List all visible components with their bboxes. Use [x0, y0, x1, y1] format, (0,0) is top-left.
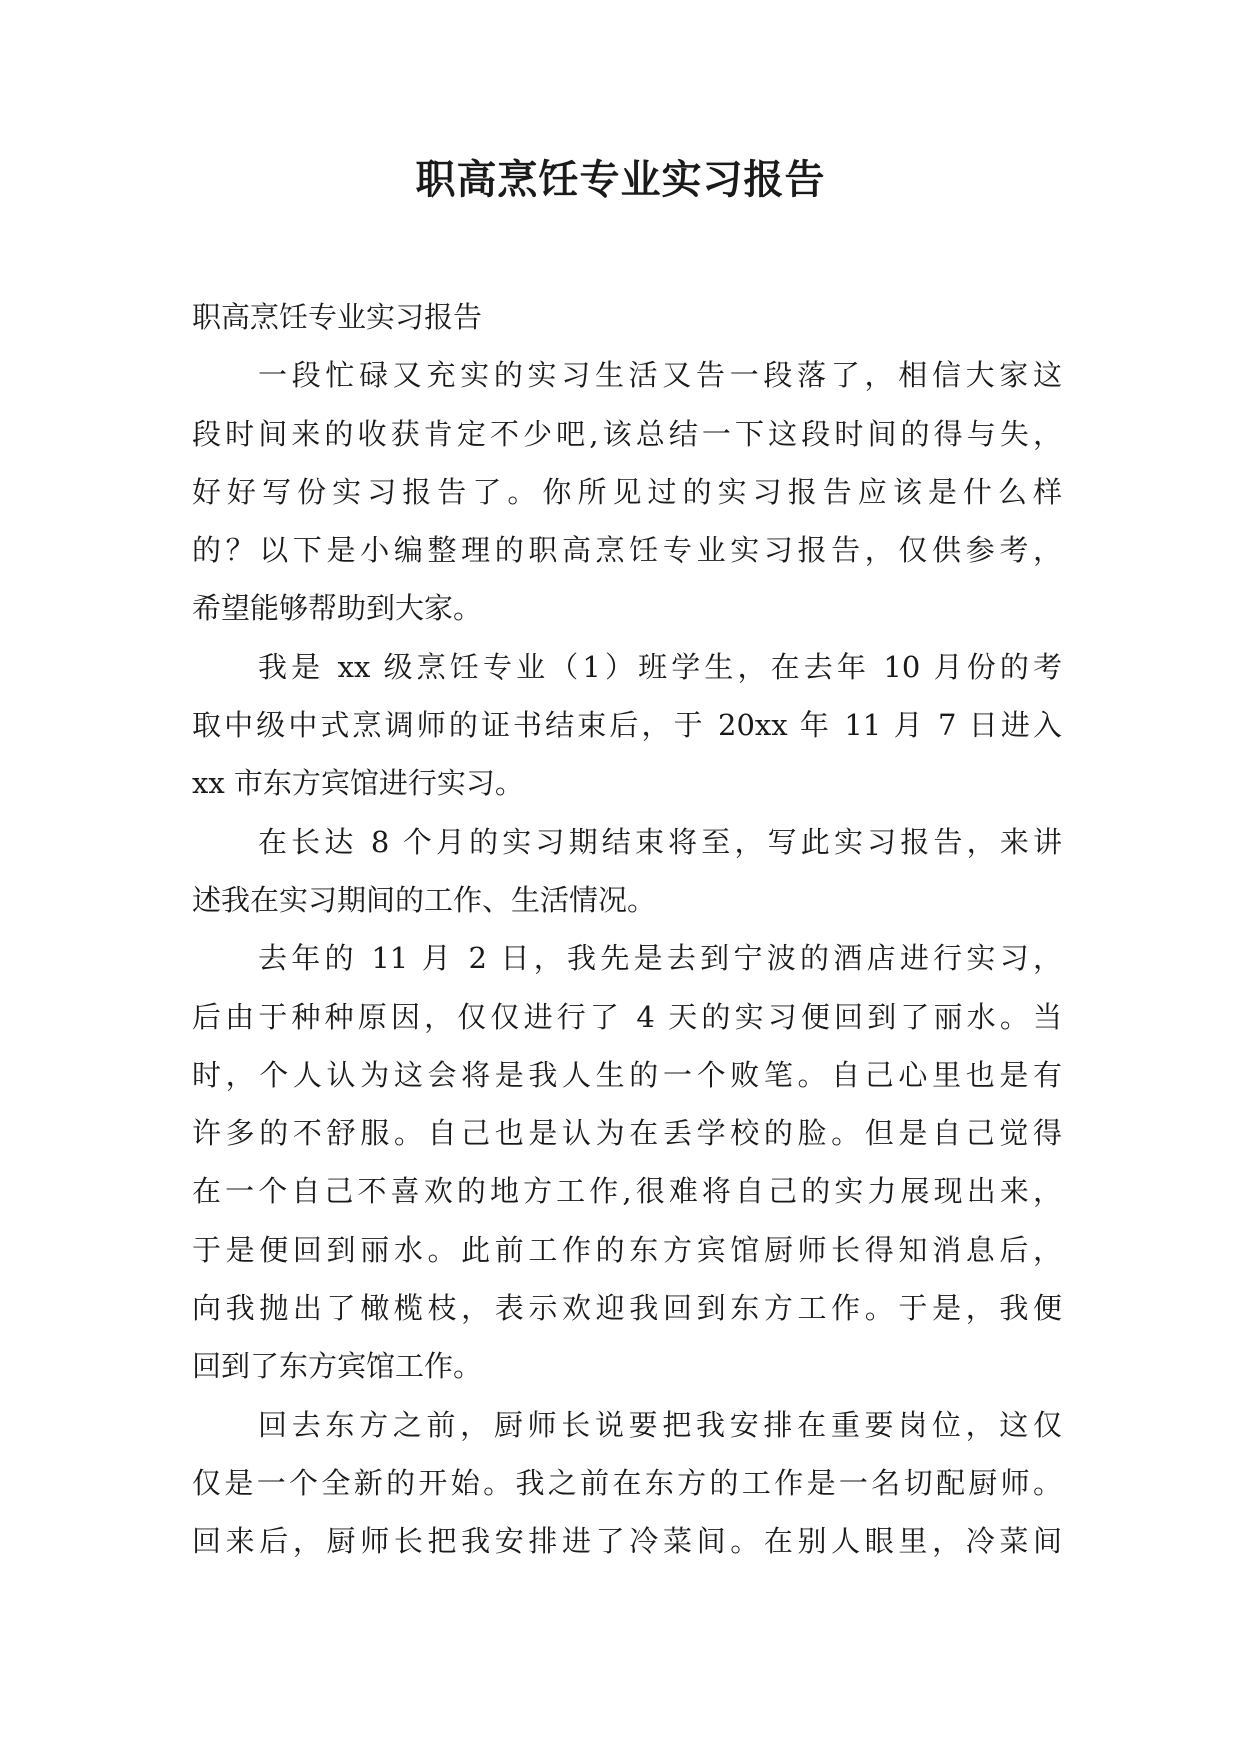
- paragraph-line: 希望能够帮助到大家。: [192, 591, 483, 626]
- subtitle-line: 职高烹饪专业实习报告: [192, 300, 483, 334]
- paragraph-line: 好好写份实习报告了。你所见过的实习报告应该是什么样: [192, 474, 1062, 509]
- paragraph-line: 的？以下是小编整理的职高烹饪专业实习报告，仅供参考，: [192, 533, 1062, 568]
- paragraph-line: 我是 xx 级烹饪专业（1）班学生，在去年 10 月份的考: [258, 649, 1062, 684]
- paragraph-line: 于是便回到丽水。此前工作的东方宾馆厨师长得知消息后，: [192, 1232, 1062, 1267]
- paragraph-line: 述我在实习期间的工作、生活情况。: [192, 882, 657, 917]
- paragraph-line: 回来后，厨师长把我安排进了冷菜间。在别人眼里，冷菜间: [192, 1524, 1062, 1559]
- paragraph-line: 后由于种种原因，仅仅进行了 4 天的实习便回到了丽水。当: [192, 999, 1062, 1034]
- paragraph-line: 仅是一个全新的开始。我之前在东方的工作是一名切配厨师。: [192, 1465, 1062, 1500]
- paragraph-line: 去年的 11 月 2 日，我先是去到宁波的酒店进行实习，: [258, 941, 1062, 976]
- paragraph-line: 回去东方之前，厨师长说要把我安排在重要岗位，这仅: [258, 1407, 1062, 1442]
- paragraph-line: 许多的不舒服。自己也是认为在丢学校的脸。但是自己觉得: [192, 1116, 1062, 1151]
- document-body: [192, 288, 1062, 1571]
- paragraph-line: 段时间来的收获肯定不少吧,该总结一下这段时间的得与失，: [192, 416, 1062, 451]
- paragraph-line: 在长达 8 个月的实习期结束将至，写此实习报告，来讲: [258, 824, 1062, 859]
- paragraph-line: 时，个人认为这会将是我人生的一个败笔。自己心里也是有: [192, 1057, 1062, 1092]
- paragraph-line: xx 市东方宾馆进行实习。: [192, 766, 524, 801]
- paragraph-line: 在一个自己不喜欢的地方工作,很难将自己的实力展现出来，: [192, 1174, 1062, 1209]
- paragraph-line: 向我抛出了橄榄枝，表示欢迎我回到东方工作。于是，我便: [192, 1291, 1062, 1326]
- paragraph-line: 一段忙碌又充实的实习生活又告一段落了，相信大家这: [258, 358, 1062, 393]
- document-title: 职高烹饪专业实习报告: [415, 156, 826, 203]
- paragraph-line: 回到了东方宾馆工作。: [192, 1349, 483, 1384]
- paragraph-line: 取中级中式烹调师的证书结束后，于 20xx 年 11 月 7 日进入: [192, 708, 1062, 743]
